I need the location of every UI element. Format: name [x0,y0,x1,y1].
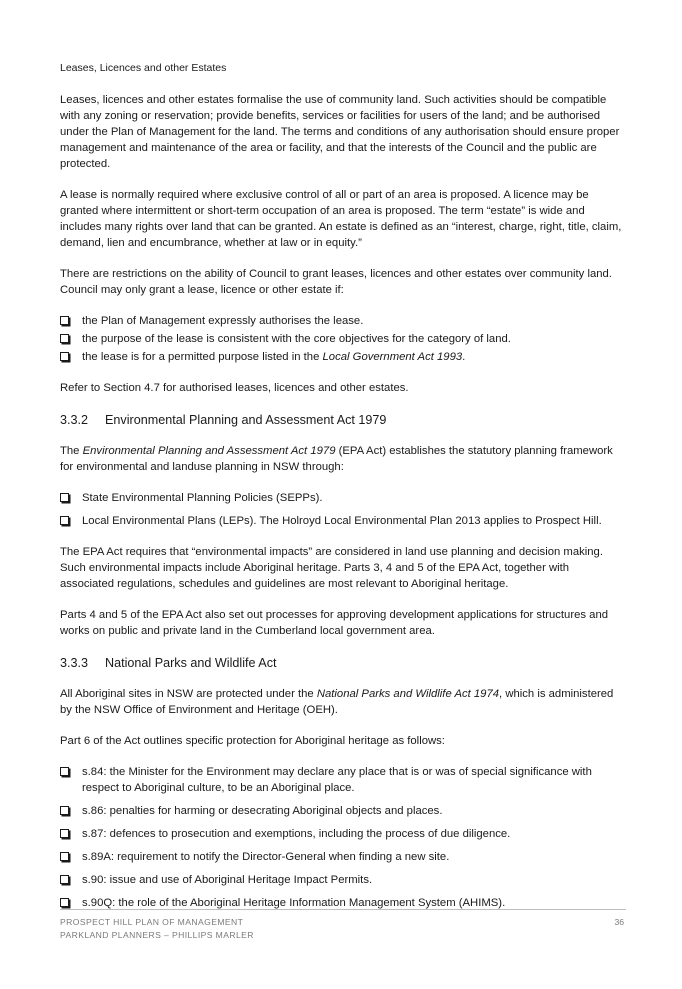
checkbox-bullet-icon [60,352,69,361]
paragraph: Part 6 of the Act outlines specific protection for Aboriginal heritage as follows: [60,735,445,747]
lease-conditions-list [60,313,626,365]
list-item: s.87: defences to prosecution and exemptions, including the process of due diligence. [60,826,626,842]
paragraph: Leases, licences and other estates formalise the use of community land. Such activities should be compatible with any zoning or reservation; provide benefits, services or facilities for users of the land; and be authorised under the Plan of Management for the land. The terms and conditions of any authorisation should ensure proper management and maintenance of the area or facility, and that the interests of the Council and the public are protected. [60,94,620,170]
footer-document-title: PROSPECT HILL PLAN OF MANAGEMENT [60,917,244,927]
checkbox-bullet-icon [60,767,69,776]
checkbox-bullet-icon [60,516,69,525]
checkbox-bullet-icon [60,829,69,838]
checkbox-bullet-icon [60,334,69,343]
footer-author: PARKLAND PLANNERS – PHILLIPS MARLER [60,930,254,940]
page-content [60,60,626,926]
list-item: s.84: the Minister for the Environment may declare any place that is or was of special significance with respect to Aboriginal culture, to be an Aboriginal place. [60,764,626,796]
footer-divider [60,909,626,910]
section-heading-333: 3.3.3 National Parks and Wildlife Act [60,656,277,670]
list-item: the Plan of Management expressly authorises the lease. [60,313,626,329]
list-item: s.90Q: the role of the Aboriginal Heritage Information Management System (AHIMS). [60,895,626,911]
paragraph: Parts 4 and 5 of the EPA Act also set out processes for approving development applications for structures and works on public and private land in the Cumberland local government area. [60,609,609,637]
section-heading-332: 3.3.2 Environmental Planning and Assessment Act 1979 [60,413,387,427]
list-item: Local Environmental Plans (LEPs). The Holroyd Local Environmental Plan 2013 applies to Prospect Hill. [60,513,626,529]
page-number: 36 [614,917,624,927]
paragraph: The EPA Act requires that “environmental impacts” are considered in land use planning and decision making. Such environmental impacts include Aboriginal heritage. Parts 3, 4 and 5 of the EPA Act, together with associated regulations, schedules and guidelines are most relevant to Aboriginal heritage. [60,546,603,590]
list-item: the lease is for a permitted purpose listed in the Local Government Act 1993. [60,349,626,365]
checkbox-bullet-icon [60,806,69,815]
paragraph: There are restrictions on the ability of Council to grant leases, licences and other estates over community land. Council may only grant a lease, licence or other estate if: [60,268,612,296]
paragraph: Refer to Section 4.7 for authorised leases, licences and other estates. [60,382,409,394]
list-item: State Environmental Planning Policies (SEPPs). [60,490,626,506]
epa-instruments-list [60,490,626,529]
checkbox-bullet-icon [60,316,69,325]
paragraph: All Aboriginal sites in NSW are protected under the National Parks and Wildlife Act 1974, which is administered by the NSW Office of Environment and Heritage (OEH). [60,688,614,716]
paragraph: A lease is normally required where exclusive control of all or part of an area is proposed. A licence may be granted where intermittent or short-term occupation of an area is proposed. The term “estate” is wide and includes many rights over land that can be granted. An estate is defined as an “interest, charge, right, title, claim, demand, lien and encumbrance, whether at law or in equity.” [60,189,622,249]
list-item: s.86: penalties for harming or desecrating Aboriginal objects and places. [60,803,626,819]
subsection-heading: Leases, Licences and other Estates [60,62,227,74]
checkbox-bullet-icon [60,875,69,884]
paragraph: The Environmental Planning and Assessment Act 1979 (EPA Act) establishes the statutory planning framework for environmental and landuse planning in NSW through: [60,445,613,473]
aboriginal-protection-list [60,764,626,911]
list-item: s.90: issue and use of Aboriginal Heritage Impact Permits. [60,872,626,888]
list-item: s.89A: requirement to notify the Director-General when finding a new site. [60,849,626,865]
checkbox-bullet-icon [60,898,69,907]
list-item: the purpose of the lease is consistent with the core objectives for the category of land. [60,331,626,347]
checkbox-bullet-icon [60,493,69,502]
checkbox-bullet-icon [60,852,69,861]
